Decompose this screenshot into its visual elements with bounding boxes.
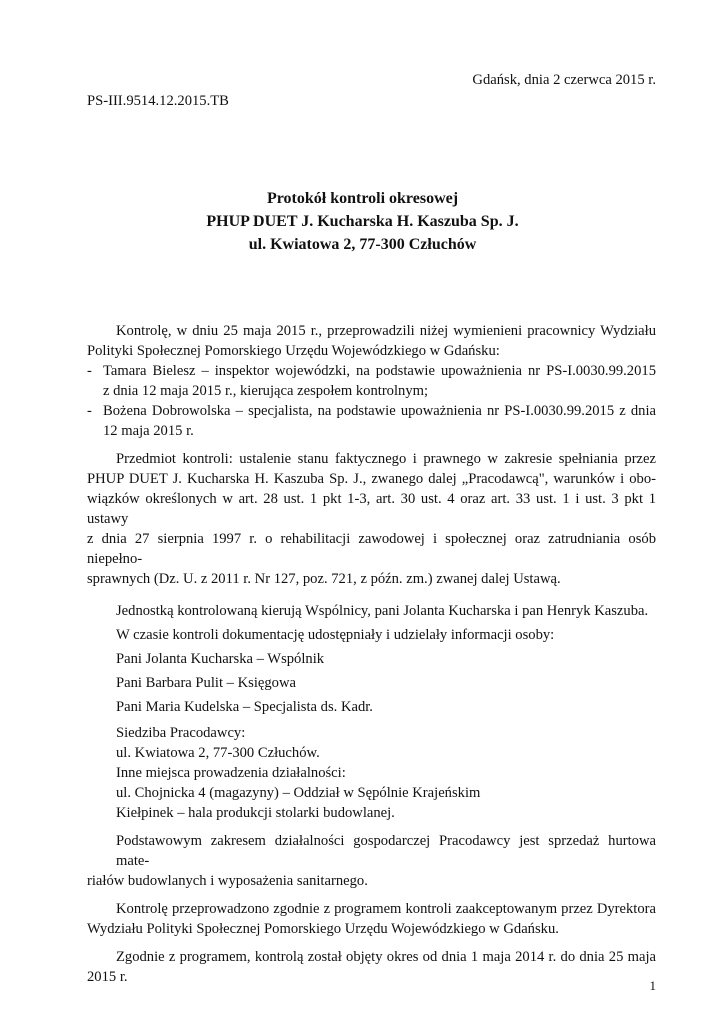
other-places-label: Inne miejsca prowadzenia działalności: bbox=[116, 765, 346, 781]
period-paragraph bbox=[87, 947, 656, 987]
dash-marker: - bbox=[87, 363, 92, 379]
subject-paragraph bbox=[87, 449, 656, 589]
inspector-item-2 bbox=[87, 401, 656, 441]
title-line-1: Protokół kontroli okresowej bbox=[266, 190, 459, 207]
inspector-2-line-1: Bożena Dobrowolska – specjalista, na podstawie upoważnienia nr PS-I.0030.99.2015 z dnia bbox=[103, 403, 656, 419]
inspector-1-line-1: Tamara Bielesz – inspektor wojewódzki, na podstawie upoważnienia nr PS-I.0030.99.2015 bbox=[103, 363, 656, 379]
period-line-1: Zgodnie z programem, kontrolą został objęty okres od dnia 1 maja 2014 r. do dnia 25 maja bbox=[116, 949, 656, 965]
person-2: Pani Barbara Pulit – Księgowa bbox=[116, 675, 296, 691]
inspector-2-line-2: 12 maja 2015 r. bbox=[103, 423, 194, 439]
person-3: Pani Maria Kudelska – Specjalista ds. Kadr. bbox=[116, 699, 373, 715]
title-line-2: PHUP DUET J. Kucharska H. Kaszuba Sp. J. bbox=[206, 213, 519, 230]
subject-line-1: Przedmiot kontroli: ustalenie stanu faktycznego i prawnego w zakresie spełniania przez bbox=[116, 451, 656, 467]
place-and-date: Gdańsk, dnia 2 czerwca 2015 r. bbox=[472, 72, 656, 88]
document-title bbox=[60, 187, 665, 256]
intro-line-1: Kontrolę, w dniu 25 maja 2015 r., przeprowadzili niżej wymienieni pracownicy Wydziału bbox=[116, 323, 656, 339]
scope-line-1: Podstawowym zakresem działalności gospodarczej Pracodawcy jest sprzedaż hurtowa mate- bbox=[116, 833, 656, 869]
period-line-2: 2015 r. bbox=[87, 969, 128, 985]
scope-line-2: riałów budowlanych i wyposażenia sanitarnego. bbox=[87, 873, 368, 889]
docs-intro-paragraph: W czasie kontroli dokumentację udostępniały i udzielały informacji osoby: bbox=[116, 627, 555, 643]
subject-line-5: sprawnych (Dz. U. z 2011 r. Nr 127, poz. 721, z późn. zm.) zwanej dalej Ustawą. bbox=[87, 571, 561, 587]
subject-line-4: z dnia 27 sierpnia 1997 r. o rehabilitacji zawodowej i społecznej oraz zatrudniania osób niepełno- bbox=[87, 531, 656, 567]
program-line-1: Kontrolę przeprowadzono zgodnie z programem kontroli zaakceptowanym przez Dyrektora bbox=[116, 901, 656, 917]
seat-label: Siedziba Pracodawcy: bbox=[116, 725, 246, 741]
program-line-2: Wydziału Polityki Społecznej Pomorskiego Urzędu Wojewódzkiego w Gdańsku. bbox=[87, 921, 559, 937]
other-place-1: ul. Chojnicka 4 (magazyny) – Oddział w Sępólnie Krajeńskim bbox=[116, 785, 481, 801]
seat-address: ul. Kwiatowa 2, 77-300 Człuchów. bbox=[116, 745, 320, 761]
title-line-3: ul. Kwiatowa 2, 77-300 Człuchów bbox=[248, 236, 477, 253]
scope-paragraph bbox=[87, 831, 656, 891]
inspector-item-1 bbox=[87, 361, 656, 401]
document-body bbox=[87, 321, 656, 987]
management-paragraph: Jednostką kontrolowaną kierują Wspólnicy, pani Jolanta Kucharska i pan Henryk Kaszuba. bbox=[116, 603, 649, 619]
reference-number: PS-III.9514.12.2015.TB bbox=[87, 93, 229, 109]
page-number: 1 bbox=[649, 978, 656, 993]
subject-line-3: wiązków określonych w art. 28 ust. 1 pkt 1-3, art. 30 ust. 4 oraz art. 33 ust. 1 i ust. 3 pkt 1 ustawy bbox=[87, 491, 656, 527]
subject-line-2: PHUP DUET J. Kucharska H. Kaszuba Sp. J., zwanego dalej „Pracodawcą", warunków i obo- bbox=[87, 471, 656, 487]
intro-paragraph bbox=[87, 321, 656, 361]
other-place-2: Kiełpinek – hala produkcji stolarki budowlanej. bbox=[116, 805, 395, 821]
program-paragraph bbox=[87, 899, 656, 939]
dash-marker: - bbox=[87, 403, 92, 419]
inspector-1-line-2: z dnia 12 maja 2015 r., kierująca zespołem kontrolnym; bbox=[103, 383, 429, 399]
intro-line-2: Polityki Społecznej Pomorskiego Urzędu Wojewódzkiego w Gdańsku: bbox=[87, 343, 500, 359]
person-1: Pani Jolanta Kucharska – Wspólnik bbox=[116, 651, 325, 667]
